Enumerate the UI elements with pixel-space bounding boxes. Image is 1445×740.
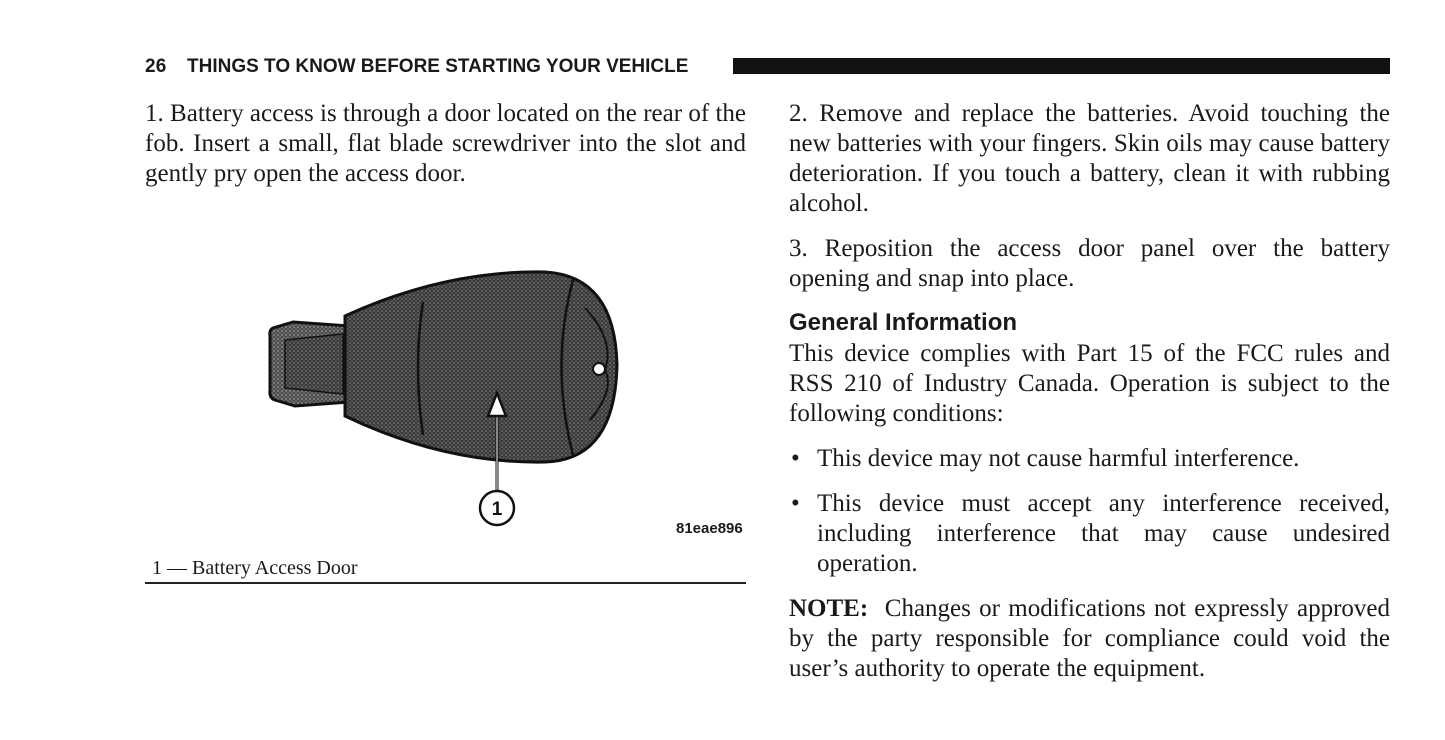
figure-caption: 1 — Battery Access Door xyxy=(152,557,358,579)
general-information-heading: General Information xyxy=(789,309,1018,336)
key-fob-figure xyxy=(145,230,746,560)
fob-body xyxy=(345,272,617,462)
page-header xyxy=(145,54,1390,80)
bullet-text: This device may not cause harmful interference. xyxy=(817,445,1300,472)
note-label: NOTE: xyxy=(789,595,869,622)
bullet-dot: • xyxy=(791,445,800,472)
bullet-item xyxy=(789,489,1390,579)
header-rule xyxy=(733,58,1390,74)
left-column xyxy=(145,99,746,189)
bullet-item xyxy=(789,444,1390,474)
general-information-text: This device complies with Part 15 of the FCC rules and RSS 210 of Industry Canada. Operation is subject to the following conditions: xyxy=(789,340,1390,427)
step-2-text: 2. Remove and replace the batteries. Avoid touching the new batteries with your fingers. Skin oils may cause battery deterioration. If you touch a battery, clean it with rubbing alcohol. xyxy=(789,100,1390,217)
caption-rule xyxy=(145,582,746,584)
note-text: Changes or modifications not expressly approved by the party responsible for compliance could void the user’s authority to operate the equipment. xyxy=(789,595,1390,682)
callout-number: 1 xyxy=(491,499,503,520)
step-1-text: 1. Battery access is through a door located on the rear of the fob. Insert a small, flat blade screwdriver into the slot and gently pry open the access door. xyxy=(145,100,746,187)
bullet-dot: • xyxy=(791,490,800,517)
key-ring-hole xyxy=(593,363,605,375)
section-title: THINGS TO KNOW BEFORE STARTING YOUR VEHICLE xyxy=(187,56,689,77)
page-number: 26 xyxy=(145,56,167,77)
key-fob-illustration xyxy=(145,230,746,560)
bullet-text: This device must accept any interference received, including interference that may cause undesired operation. xyxy=(817,490,1390,577)
note-paragraph xyxy=(789,594,1390,684)
figure-code: 81eae896 xyxy=(676,520,743,537)
step-3-text: 3. Reposition the access door panel over the battery opening and snap into place. xyxy=(789,235,1390,292)
right-column xyxy=(789,99,1390,699)
